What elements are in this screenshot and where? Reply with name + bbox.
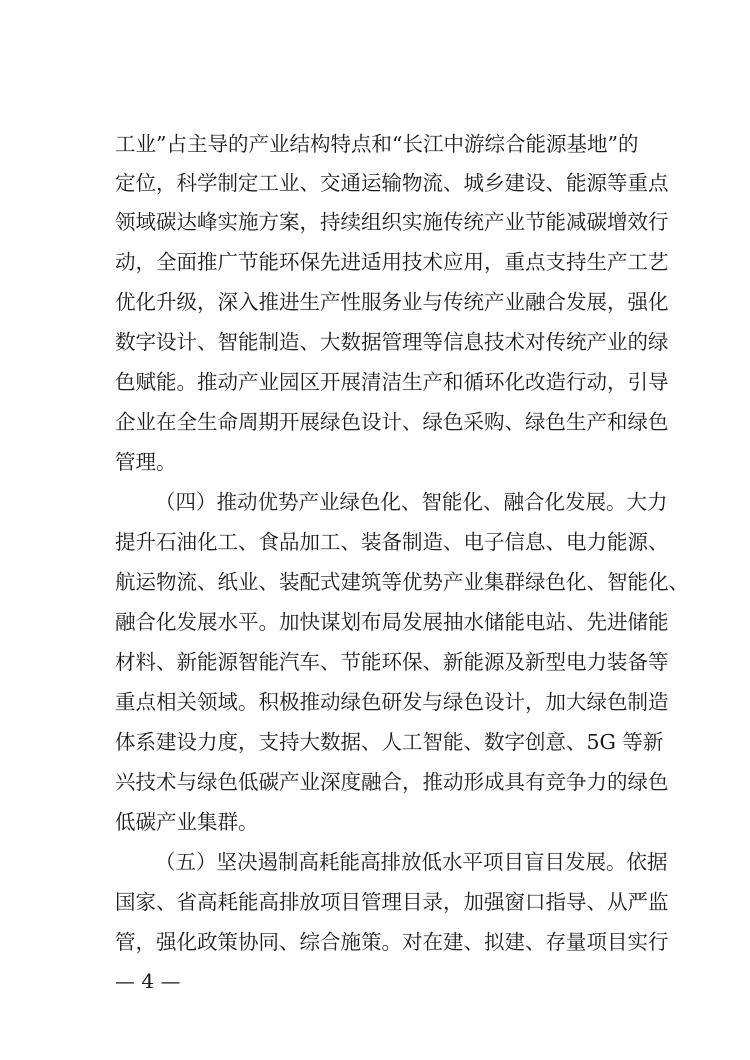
text-line: 色赋能。推动产业园区开展清洁生产和循环化改造行动，引导 bbox=[115, 370, 669, 394]
text-line: 兴技术与绿色低碳产业深度融合，推动形成具有竞争力的绿色 bbox=[115, 770, 669, 794]
text-line: 材料、新能源智能汽车、节能环保、新能源及新型电力装备等 bbox=[115, 650, 669, 674]
text-line: 国家、省高耗能高排放项目管理目录，加强窗口指导、从严监 bbox=[115, 890, 669, 914]
text-line: 提升石油化工、食品加工、装备制造、电子信息、电力能源、 bbox=[115, 530, 669, 554]
text-line: 定位，科学制定工业、交通运输物流、城乡建设、能源等重点 bbox=[115, 171, 669, 195]
text-line: 优化升级，深入推进生产性服务业与传统产业融合发展，强化 bbox=[115, 290, 669, 314]
text-line: 体系建设力度，支持大数据、人工智能、数字创意、5G 等新 bbox=[115, 730, 664, 754]
section-heading-line: （五）坚决遏制高耗能高排放低水平项目盲目发展。依据 bbox=[155, 850, 668, 874]
text-line: 动，全面推广节能环保先进适用技术应用，重点支持生产工艺 bbox=[115, 250, 669, 274]
text-line: 数字设计、智能制造、大数据管理等信息技术对传统产业的绿 bbox=[115, 330, 669, 354]
text-line: 航运物流、纸业、装配式建筑等优势产业集群绿色化、智能化、 bbox=[115, 570, 689, 594]
page-number: — 4 — bbox=[115, 969, 181, 993]
text-line: 重点相关领域。积极推动绿色研发与绿色设计，加大绿色制造 bbox=[115, 690, 669, 714]
text-line: 领域碳达峰实施方案，持续组织实施传统产业节能减碳增效行 bbox=[115, 210, 669, 234]
section-heading-line: （四）推动优势产业绿色化、智能化、融合化发展。大力 bbox=[155, 490, 668, 514]
text-line: 管理。 bbox=[115, 450, 177, 474]
text-line: 管，强化政策协同、综合施策。对在建、拟建、存量项目实行 bbox=[115, 930, 669, 954]
text-line: 融合化发展水平。加快谋划布局发展抽水储能电站、先进储能 bbox=[115, 610, 669, 634]
text-line: 工业”占主导的产业结构特点和“长江中游综合能源基地”的 bbox=[115, 132, 639, 156]
text-line: 企业在全生命周期开展绿色设计、绿色采购、绿色生产和绿色 bbox=[115, 410, 669, 434]
text-line: 低碳产业集群。 bbox=[115, 810, 259, 834]
